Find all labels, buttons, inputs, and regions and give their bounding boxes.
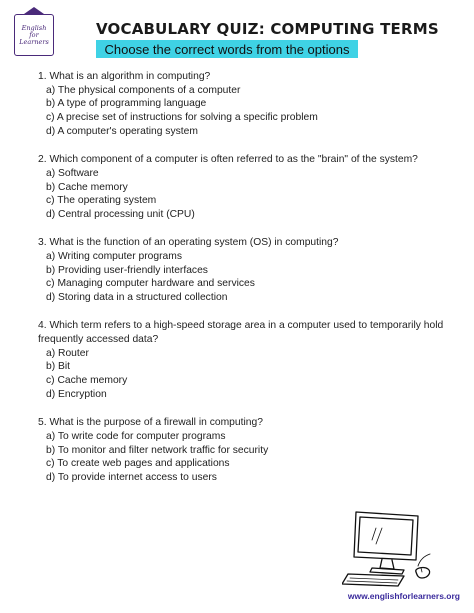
option-d: d) To provide internet access to users xyxy=(46,471,217,483)
question-2 xyxy=(38,153,450,222)
computer-illustration-icon xyxy=(342,510,442,588)
page-title: VOCABULARY QUIZ: COMPUTING TERMS xyxy=(96,20,439,38)
question-text: 3. What is the function of an operating system (OS) in computing? xyxy=(38,237,339,249)
question-1 xyxy=(38,70,450,139)
option-b: b) Bit xyxy=(46,361,71,373)
option-c: c) Managing computer hardware and services xyxy=(46,278,255,290)
option-c: c) Cache memory xyxy=(46,375,128,387)
option-d: d) A computer's operating system xyxy=(46,125,198,137)
question-5 xyxy=(38,416,450,485)
option-a: a) To write code for computer programs xyxy=(46,430,226,442)
option-d: d) Central processing unit (CPU) xyxy=(46,208,195,220)
question-text: 5. What is the purpose of a firewall in computing? xyxy=(38,417,263,429)
website-link[interactable]: www.englishforlearners.org xyxy=(347,591,460,601)
option-b: b) Cache memory xyxy=(46,181,128,193)
subtitle-banner xyxy=(96,40,358,58)
question-4 xyxy=(38,319,450,401)
option-c: c) The operating system xyxy=(46,195,157,207)
page-subtitle: Choose the correct words from the options xyxy=(104,41,350,57)
question-3 xyxy=(38,236,450,305)
option-a: a) The physical components of a computer xyxy=(46,84,241,96)
option-a: a) Router xyxy=(46,347,89,359)
logo-text: English for Learners xyxy=(19,23,49,46)
option-b: b) Providing user-friendly interfaces xyxy=(46,264,208,276)
question-text: 1. What is an algorithm in computing? xyxy=(38,71,211,82)
option-d: d) Storing data in a structured collection xyxy=(46,292,228,304)
option-c: c) A precise set of instructions for solving a specific problem xyxy=(46,112,318,124)
option-a: a) Writing computer programs xyxy=(46,250,183,262)
graduation-cap-icon xyxy=(24,7,44,14)
question-text: 4. Which term refers to a high-speed storage area in a computer used to temporarily hold frequently accessed data? xyxy=(38,320,444,346)
logo xyxy=(14,14,54,56)
option-c: c) To create web pages and applications xyxy=(46,458,230,470)
option-b: b) To monitor and filter network traffic for security xyxy=(46,444,269,456)
option-d: d) Encryption xyxy=(46,388,107,400)
option-a: a) Software xyxy=(46,167,99,179)
option-b: b) A type of programming language xyxy=(46,98,207,110)
question-list xyxy=(38,70,450,499)
question-text: 2. Which component of a computer is often referred to as the "brain" of the system? xyxy=(38,154,418,166)
